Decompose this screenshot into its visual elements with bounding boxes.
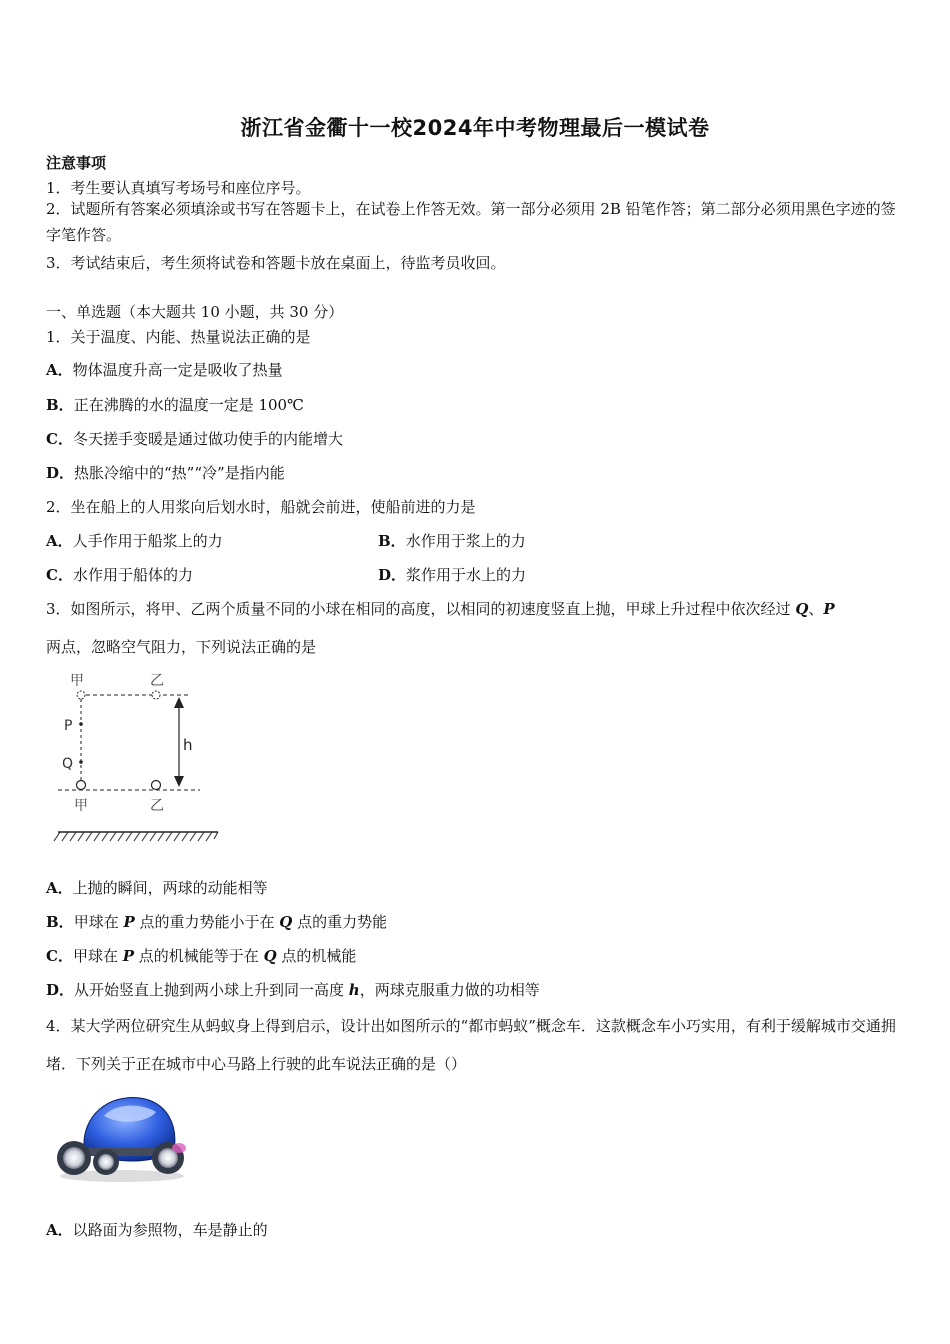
q3-stem-line2: 两点，忽略空气阻力，下列说法正确的是	[46, 638, 317, 656]
fig-point-p	[79, 722, 83, 726]
option-label: B．	[378, 532, 406, 550]
q2-option-b	[378, 530, 526, 551]
option-text: 点的重力势能小于在	[134, 913, 280, 931]
option-text: 甲球在	[72, 947, 123, 965]
fig-label-q: Q	[62, 756, 74, 772]
fig-label-h: h	[183, 736, 193, 754]
option-text: ，两球克服重力做的功相等	[359, 981, 540, 999]
option-label: C．	[46, 566, 73, 584]
q3-stem-sep: 、	[808, 600, 824, 618]
option-text: 点的机械能	[276, 947, 357, 965]
fig-label-yi-top: 乙	[150, 673, 164, 689]
q3-option-d	[46, 979, 540, 1000]
option-label: C．	[46, 430, 73, 448]
option-text: 甲球在	[73, 913, 124, 931]
q3-option-a	[46, 877, 268, 898]
fig-ball-jia-bottom	[77, 781, 86, 790]
fig-label-yi-bottom: 乙	[150, 798, 164, 814]
q1-option-d	[46, 462, 285, 483]
q4-stem: 4．某大学两位研究生从蚂蚁身上得到启示，设计出如图所示的“都市蚂蚁”概念车．这款概念车小巧实用，有利于缓解城市交通拥堵．下列关于正在城市中心马路上行驶的此车说法正确的是（）	[46, 1017, 896, 1073]
fig-label-p: P	[64, 718, 73, 734]
q4-option-a	[46, 1219, 268, 1240]
notice-item-2: 2．试题所有答案必须填涂或书写在答题卡上，在试卷上作答无效。第一部分必须用 2B 铅笔作答；第二部分必须用黑色字迹的签字笔作答。	[46, 200, 896, 244]
option-text: 正在沸腾的水的温度一定是 100℃	[73, 396, 304, 414]
car-wheel-middle-rim	[98, 1154, 114, 1170]
q2-stem: 2．坐在船上的人用浆向后划水时，船就会前进，使船前进的力是	[46, 498, 476, 516]
q2-option-c	[46, 564, 193, 585]
option-text: 人手作用于船浆上的力	[72, 532, 223, 550]
option-text: 浆作用于水上的力	[406, 566, 527, 584]
q3-figure	[40, 664, 240, 854]
option-var: Q	[263, 947, 277, 965]
option-text: 以路面为参照物，车是静止的	[72, 1221, 268, 1239]
car-wheel-rear-rim	[63, 1147, 85, 1169]
q1-option-c	[46, 428, 343, 449]
exam-title: 浙江省金衢十一校2024年中考物理最后一模试卷	[240, 116, 710, 140]
option-var: P	[122, 947, 135, 965]
q3-option-b	[46, 911, 387, 932]
option-text: 冬天搓手变暖是通过做功使手的内能增大	[72, 430, 343, 448]
q1-stem: 1．关于温度、内能、热量说法正确的是	[46, 328, 311, 346]
fig-ground-hatching	[54, 832, 218, 841]
q3-var-q: Q	[795, 600, 809, 618]
fig-ball-jia-top	[77, 691, 85, 699]
car-headlight	[172, 1143, 186, 1153]
q1-option-b	[46, 394, 304, 415]
notice-heading: 注意事项	[46, 154, 107, 172]
q3-stem-text: 3．如图所示，将甲、乙两个质量不同的小球在相同的高度，以相同的初速度竖直上抛，甲球上升过程中依次经过	[46, 600, 796, 618]
option-label: D．	[378, 566, 407, 584]
option-text: 水作用于船体的力	[72, 566, 193, 584]
option-label: B．	[46, 913, 74, 931]
q3-stem-line1	[46, 598, 835, 619]
notice-item-1: 1．考生要认真填写考场号和座位序号。	[46, 179, 311, 197]
option-var: h	[348, 981, 360, 999]
fig-label-jia-bottom: 甲	[74, 798, 88, 814]
section-heading: 一、单选题（本大题共 10 小题，共 30 分）	[46, 303, 344, 321]
option-label: D．	[46, 981, 75, 999]
q3-var-p: P	[823, 600, 835, 618]
fig-point-q	[79, 760, 83, 764]
fig-ball-yi-bottom	[152, 781, 161, 790]
option-text: 从开始竖直上抛到两小球上升到同一高度	[74, 981, 349, 999]
fig-label-jia-top: 甲	[70, 673, 84, 689]
option-label: A．	[46, 1221, 73, 1239]
q2-option-d	[378, 564, 526, 585]
fig-h-arrow-head-top	[174, 697, 184, 708]
option-var: Q	[279, 913, 293, 931]
option-label: A．	[46, 361, 73, 379]
notice-item-3: 3．考试结束后，考生须将试卷和答题卡放在桌面上，待监考员收回。	[46, 254, 506, 272]
q1-option-a	[46, 359, 283, 380]
option-label: D．	[46, 464, 75, 482]
q4-concept-car-image	[48, 1086, 194, 1186]
fig-h-arrow-head-bottom	[174, 776, 184, 787]
option-label: B．	[46, 396, 74, 414]
option-text: 物体温度升高一定是吸收了热量	[72, 361, 283, 379]
option-label: A．	[46, 879, 73, 897]
option-label: C．	[46, 947, 73, 965]
q2-option-a	[46, 530, 223, 551]
fig-ball-yi-top	[152, 691, 160, 699]
option-text: 水作用于浆上的力	[405, 532, 526, 550]
q3-option-c	[46, 945, 356, 966]
option-text: 点的机械能等于在	[134, 947, 264, 965]
option-var: P	[123, 913, 135, 931]
option-text: 点的重力势能	[292, 913, 388, 931]
option-label: A．	[46, 532, 73, 550]
option-text: 热胀冷缩中的“热”“冷”是指内能	[74, 464, 285, 482]
option-text: 上抛的瞬间，两球的动能相等	[72, 879, 268, 897]
